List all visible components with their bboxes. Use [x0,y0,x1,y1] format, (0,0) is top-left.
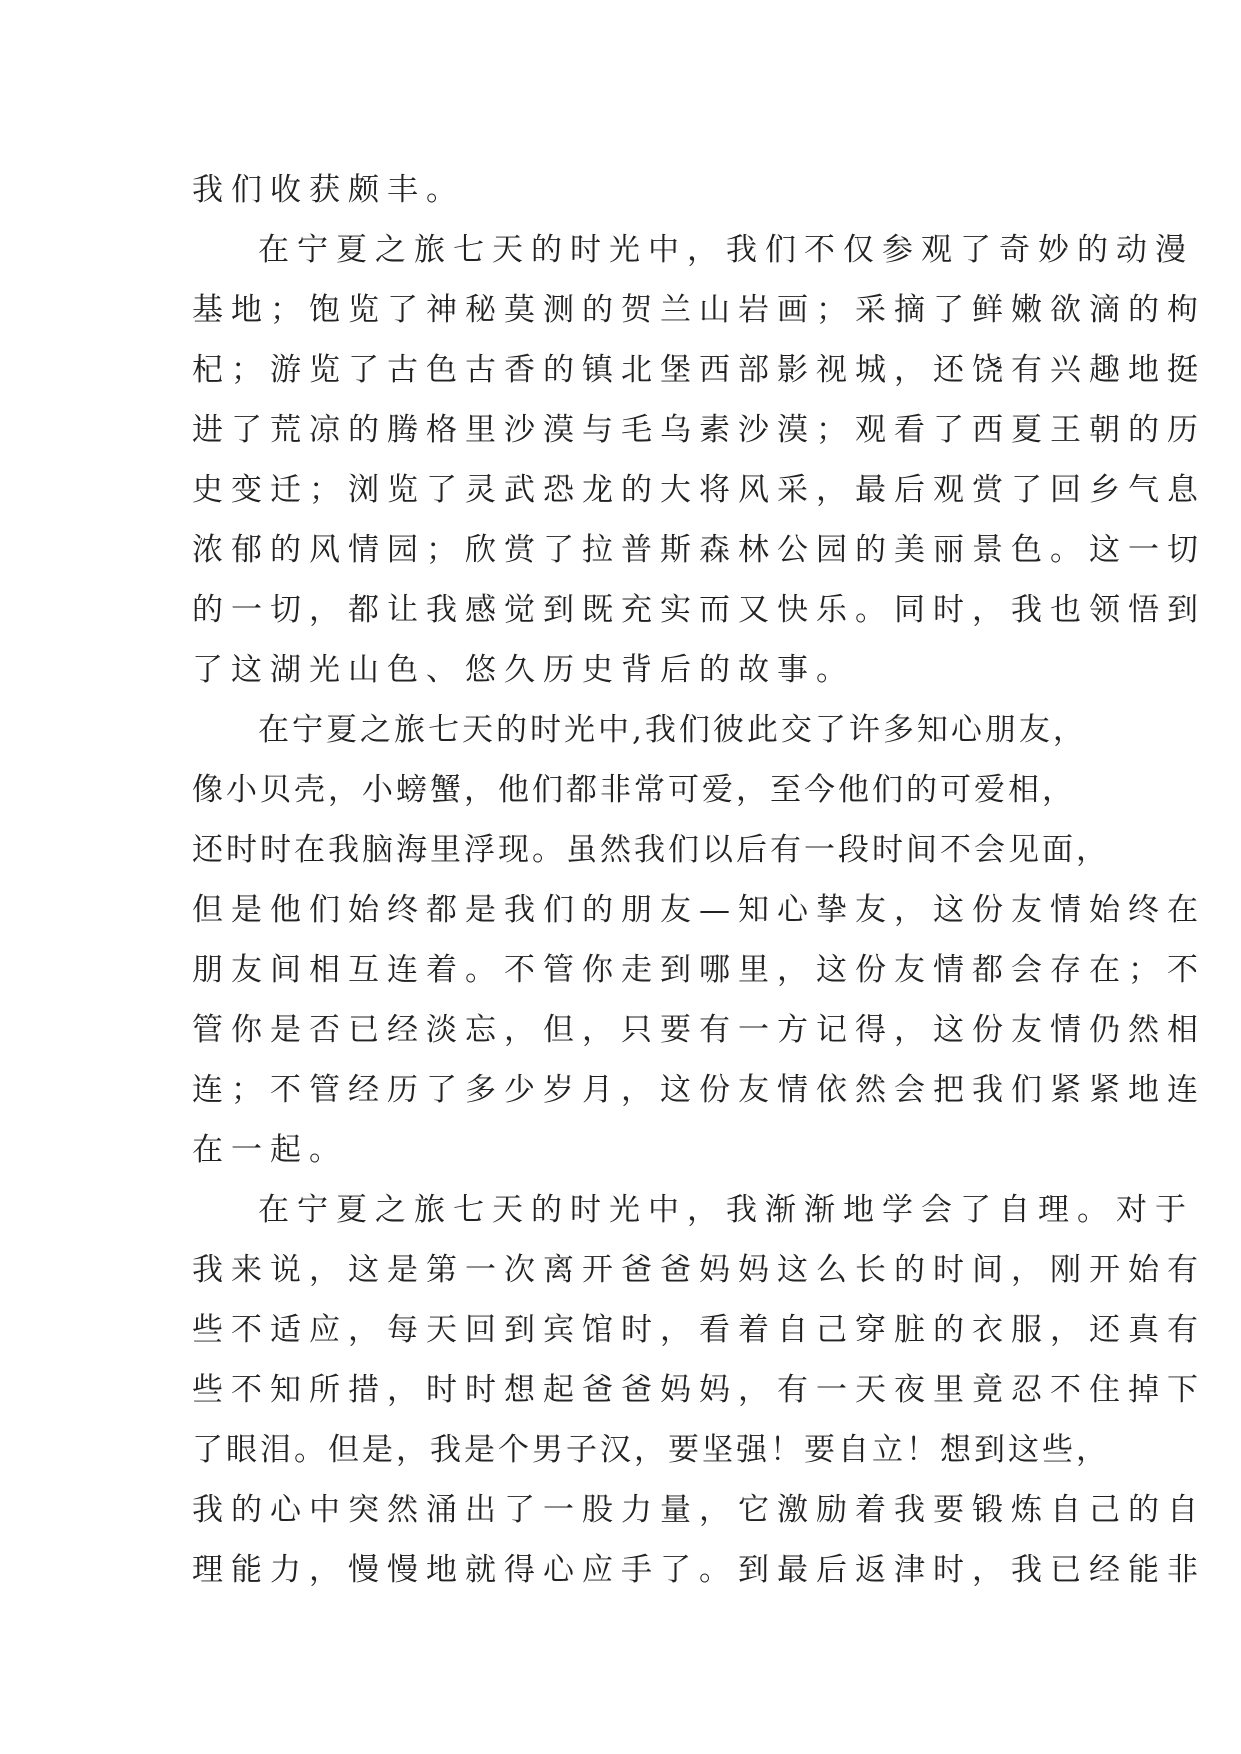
text-line: 在一起。 [192,1132,348,1168]
text-line: 史变迁；浏览了灵武恐龙的大将风采，最后观赏了回乡气息 [192,472,1206,508]
text-line: 杞；游览了古色古香的镇北堡西部影视城，还饶有兴趣地挺 [192,352,1206,388]
paragraph-first-line: 在宁夏之旅七天的时光中,我们彼此交了许多知心朋友， [258,712,1087,748]
text-line: 些不适应，每天回到宾馆时，看着自己穿脏的衣服，还真有 [192,1312,1206,1348]
text-line: 些不知所措，时时想起爸爸妈妈，有一天夜里竟忍不住掉下 [192,1372,1206,1408]
text-line: 还时时在我脑海里浮现。虽然我们以后有一段时间不会见面， [192,832,1110,868]
text-line: 进了荒凉的腾格里沙漠与毛乌素沙漠；观看了西夏王朝的历 [192,412,1206,448]
text-line: 朋友间相互连着。不管你走到哪里，这份友情都会存在；不 [192,952,1206,988]
text-line: 我来说，这是第一次离开爸爸妈妈这么长的时间，刚开始有 [192,1252,1206,1288]
paragraph-first-line: 在宁夏之旅七天的时光中，我们不仅参观了奇妙的动漫 [258,232,1194,268]
text-line: 理能力，慢慢地就得心应手了。到最后返津时，我已经能非 [192,1552,1206,1588]
text-line: 基地；饱览了神秘莫测的贺兰山岩画；采摘了鲜嫩欲滴的枸 [192,292,1206,328]
text-line: 了眼泪。但是，我是个男子汉，要坚强！要自立！想到这些， [192,1432,1110,1468]
text-line: 的一切，都让我感觉到既充实而又快乐。同时，我也领悟到 [192,592,1206,628]
text-line: 但是他们始终都是我们的朋友—知心挚友，这份友情始终在 [192,892,1206,928]
body-text [192,160,1206,1600]
text-line: 我的心中突然涌出了一股力量，它激励着我要锻炼自己的自 [192,1492,1206,1528]
text-line: 了这湖光山色、悠久历史背后的故事。 [192,652,855,688]
text-line: 浓郁的风情园；欣赏了拉普斯森林公园的美丽景色。这一切 [192,532,1206,568]
text-line: 管你是否已经淡忘，但，只要有一方记得，这份友情仍然相 [192,1012,1206,1048]
text-line: 连；不管经历了多少岁月，这份友情依然会把我们紧紧地连 [192,1072,1206,1108]
text-line: 像小贝壳，小螃蟹，他们都非常可爱，至今他们的可爱相， [192,772,1076,808]
text-line: 我们收获颇丰。 [192,172,465,208]
paragraph-first-line: 在宁夏之旅七天的时光中，我渐渐地学会了自理。对于 [258,1192,1194,1228]
